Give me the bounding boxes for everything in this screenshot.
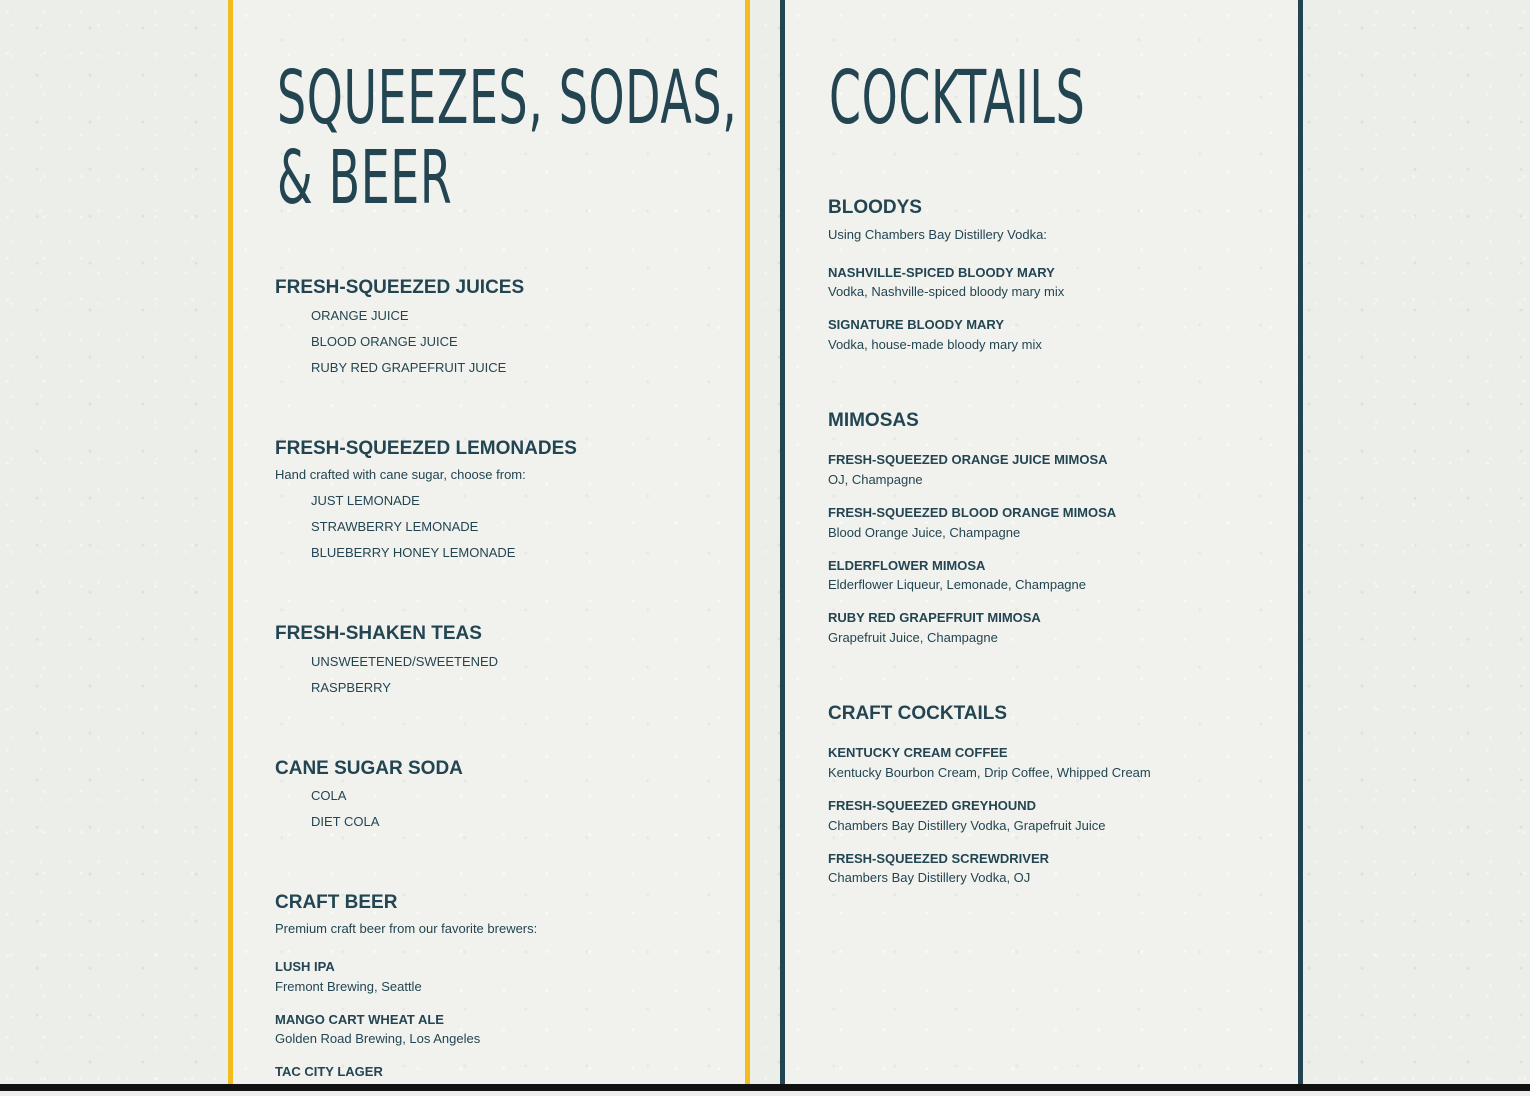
cocktail-name: RUBY RED GRAPEFRUIT MIMOSA xyxy=(828,610,1041,625)
cocktail-ingredients: Vodka, Nashville-spiced bloody mary mix xyxy=(828,284,1065,299)
cocktail-name: NASHVILLE-SPICED BLOODY MARY xyxy=(828,265,1055,280)
cocktail-item xyxy=(828,504,1268,541)
cocktail-item xyxy=(828,609,1268,646)
cocktail-item xyxy=(828,744,1268,781)
list-item: BLOOD ORANGE JUICE xyxy=(311,334,458,349)
bottom-edge-bar xyxy=(0,1084,1530,1091)
beer-item xyxy=(275,1063,715,1080)
lemonades-section xyxy=(275,438,715,570)
cocktail-ingredients: Blood Orange Juice, Champagne xyxy=(828,525,1021,540)
cocktail-item xyxy=(828,316,1268,353)
cocktail-item xyxy=(828,451,1268,488)
cocktail-name: FRESH-SQUEEZED GREYHOUND xyxy=(828,798,1037,813)
cocktail-name: ELDERFLOWER MIMOSA xyxy=(828,558,986,573)
list-item: RASPBERRY xyxy=(311,680,391,695)
bloodys-heading: BLOODYS xyxy=(828,197,922,218)
beer-description: Premium craft beer from our favorite brewers: xyxy=(275,921,538,936)
teas-heading: FRESH-SHAKEN TEAS xyxy=(275,623,482,644)
cocktails-page-title xyxy=(829,55,1086,141)
beer-name: TAC CITY LAGER xyxy=(275,1064,383,1079)
cocktail-ingredients: Kentucky Bourbon Cream, Drip Coffee, Whipped Cream xyxy=(828,765,1151,780)
cocktail-ingredients: Elderflower Liqueur, Lemonade, Champagne xyxy=(828,577,1087,592)
cocktail-item xyxy=(828,797,1268,834)
juices-heading: FRESH-SQUEEZED JUICES xyxy=(275,277,525,298)
list-item: COLA xyxy=(311,788,347,803)
cocktail-name: SIGNATURE BLOODY MARY xyxy=(828,317,1004,332)
beer-item xyxy=(275,958,715,995)
cocktail-name: FRESH-SQUEEZED ORANGE JUICE MIMOSA xyxy=(828,452,1108,467)
cocktail-name: KENTUCKY CREAM COFFEE xyxy=(828,745,1008,760)
beer-item xyxy=(275,1011,715,1047)
soda-heading: CANE SUGAR SODA xyxy=(275,758,463,779)
list-item: ORANGE JUICE xyxy=(311,308,409,323)
lemonades-heading: FRESH-SQUEEZED LEMONADES xyxy=(275,438,577,459)
bloodys-description: Using Chambers Bay Distillery Vodka: xyxy=(828,227,1047,242)
beer-brewery: Fremont Brewing, Seattle xyxy=(275,979,422,994)
soda-section xyxy=(275,758,715,839)
list-item: RUBY RED GRAPEFRUIT JUICE xyxy=(311,360,507,375)
list-item: UNSWEETENED/SWEETENED xyxy=(311,654,499,669)
cocktail-name: FRESH-SQUEEZED SCREWDRIVER xyxy=(828,851,1050,866)
list-item: JUST LEMONADE xyxy=(311,493,420,508)
list-item: STRAWBERRY LEMONADE xyxy=(311,519,479,534)
craft-cocktails-section xyxy=(828,703,1268,902)
cocktail-ingredients: Chambers Bay Distillery Vodka, OJ xyxy=(828,870,1031,885)
lemonades-description: Hand crafted with cane sugar, choose from: xyxy=(275,467,526,482)
cocktail-item xyxy=(828,264,1268,300)
cocktail-ingredients: Grapefruit Juice, Champagne xyxy=(828,630,998,645)
drinks-page-title xyxy=(277,55,738,221)
beer-heading: CRAFT BEER xyxy=(275,892,398,913)
mimosas-section xyxy=(828,410,1268,662)
teas-list xyxy=(275,653,715,705)
beer-section xyxy=(275,892,715,1096)
lemonades-list xyxy=(275,492,715,570)
cocktail-item xyxy=(828,850,1268,886)
title-line-2: & BEER xyxy=(277,135,453,221)
cocktail-ingredients: Vodka, house-made bloody mary mix xyxy=(828,337,1042,352)
title-line-1: SQUEEZES, SODAS, xyxy=(277,55,738,141)
cocktail-item xyxy=(828,557,1268,593)
cocktail-ingredients: OJ, Champagne xyxy=(828,472,923,487)
beer-name: LUSH IPA xyxy=(275,959,335,974)
mimosas-heading: MIMOSAS xyxy=(828,410,919,431)
teas-section xyxy=(275,623,715,705)
juices-list xyxy=(275,307,715,385)
list-item: BLUEBERRY HONEY LEMONADE xyxy=(311,545,516,560)
beer-brewery: Golden Road Brewing, Los Angeles xyxy=(275,1031,481,1046)
cocktails-title-text: COCKTAILS xyxy=(829,55,1086,141)
craft-cocktails-heading: CRAFT COCKTAILS xyxy=(828,703,1008,724)
beer-name: MANGO CART WHEAT ALE xyxy=(275,1012,444,1027)
bloodys-section xyxy=(828,197,1268,369)
cocktail-ingredients: Chambers Bay Distillery Vodka, Grapefruit Juice xyxy=(828,818,1106,833)
list-item: DIET COLA xyxy=(311,814,380,829)
juices-section xyxy=(275,277,715,385)
soda-list xyxy=(275,787,715,839)
cocktail-name: FRESH-SQUEEZED BLOOD ORANGE MIMOSA xyxy=(828,505,1117,520)
